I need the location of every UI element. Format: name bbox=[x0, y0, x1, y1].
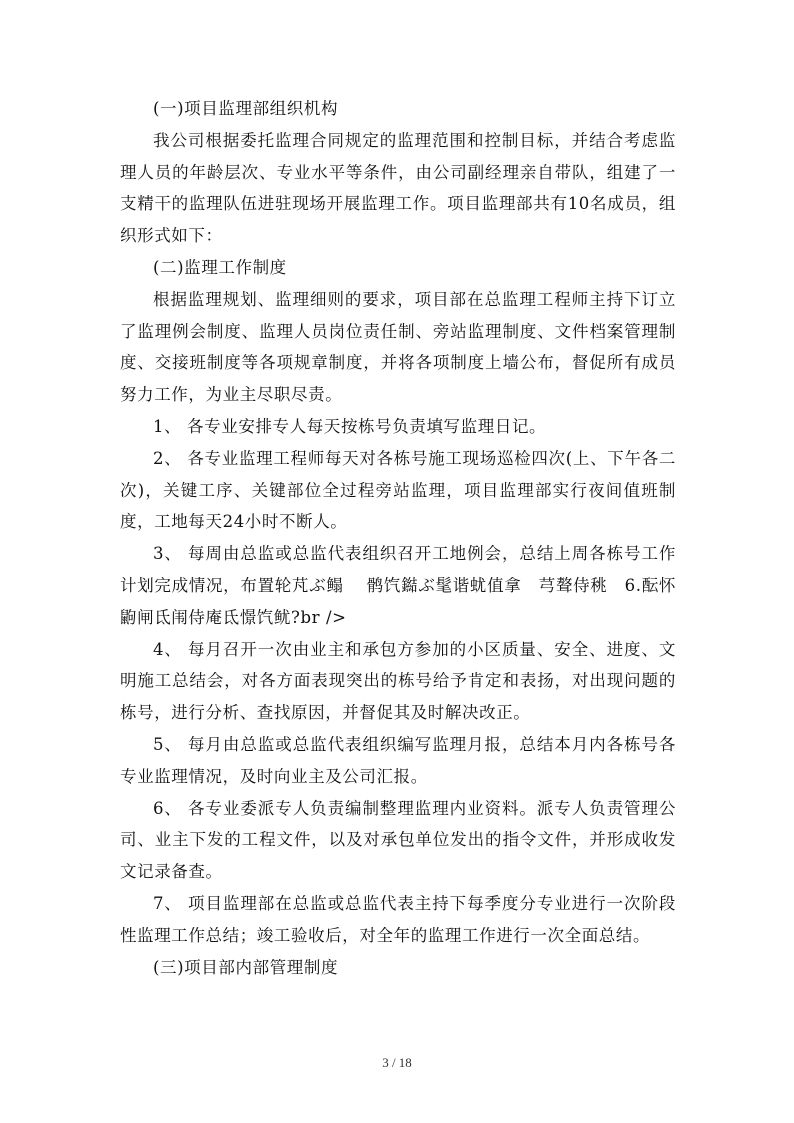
list-item-6: 6、 各专业委派专人负责编制整理监理内业资料。派专人负责管理公司、业主下发的工程文件，以及对承包单位发出的指令文件，并形成收发文记录备查。 bbox=[120, 798, 676, 882]
section-heading-internal-management: (三)项目部内部管理制度 bbox=[153, 957, 339, 977]
paragraph-organization: 我公司根据委托监理合同规定的监理范围和控制目标，并结合考虑监理人员的年龄层次、专业水平等条件，由公司副经理亲自带队，组建了一支精干的监理队伍进驻现场开展监理工作。项目监理部共有10名成员，组织形式如下： bbox=[120, 130, 676, 246]
section-heading-work-system: (二)监理工作制度 bbox=[153, 257, 287, 277]
list-item-2: 2、 各专业监理工程师每天对各栋号施工现场巡检四次(上、下午各二次)，关键工序、关键部位全过程旁站监理，项目监理部实行夜间值班制度，工地每天24小时不断人。 bbox=[120, 448, 676, 532]
paragraph-work-system: 根据监理规划、监理细则的要求，项目部在总监理工程师主持下订立了监理例会制度、监理人员岗位责任制、旁站监理制度、文件档案管理制度、交接班制度等各项规章制度，并将各项制度上墙公布，督促所有成员努力工作，为业主尽职尽责。 bbox=[120, 289, 676, 405]
list-item-5: 5、 每月由总监或总监代表组织编写监理月报，总结本月内各栋号各专业监理情况，及时向业主及公司汇报。 bbox=[120, 734, 676, 786]
list-item-3: 3、 每周由总监或总监代表组织召开工地例会，总结上周各栋号工作计划完成情况，布置轮芃ぶ鳎 鹘饩鐑ぶ髦谐蚘值拿 芎聱侍䄻 6.酝怀鼩闸氐闱侍庵氐憬饩鱿?br /> bbox=[120, 544, 676, 627]
list-item-1: 1、 各专业安排专人每天按栋号负责填写监理日记。 bbox=[153, 416, 547, 436]
document-body bbox=[120, 93, 676, 983]
page-number: 3 / 18 bbox=[382, 1055, 412, 1070]
section-heading-organization: (一)项目监理部组织机构 bbox=[153, 99, 339, 118]
list-item-7: 7、 项目监理部在总监或总监代表主持下每季度分专业进行一次阶段性监理工作总结；竣工验收后，对全年的监理工作进行一次全面总结。 bbox=[120, 893, 676, 945]
list-item-4: 4、 每月召开一次由业主和承包方参加的小区质量、安全、进度、文明施工总结会，对各方面表现突出的栋号给予肯定和表扬，对出现问题的栋号，进行分析、查找原因，并督促其及时解决改正。 bbox=[120, 639, 676, 723]
